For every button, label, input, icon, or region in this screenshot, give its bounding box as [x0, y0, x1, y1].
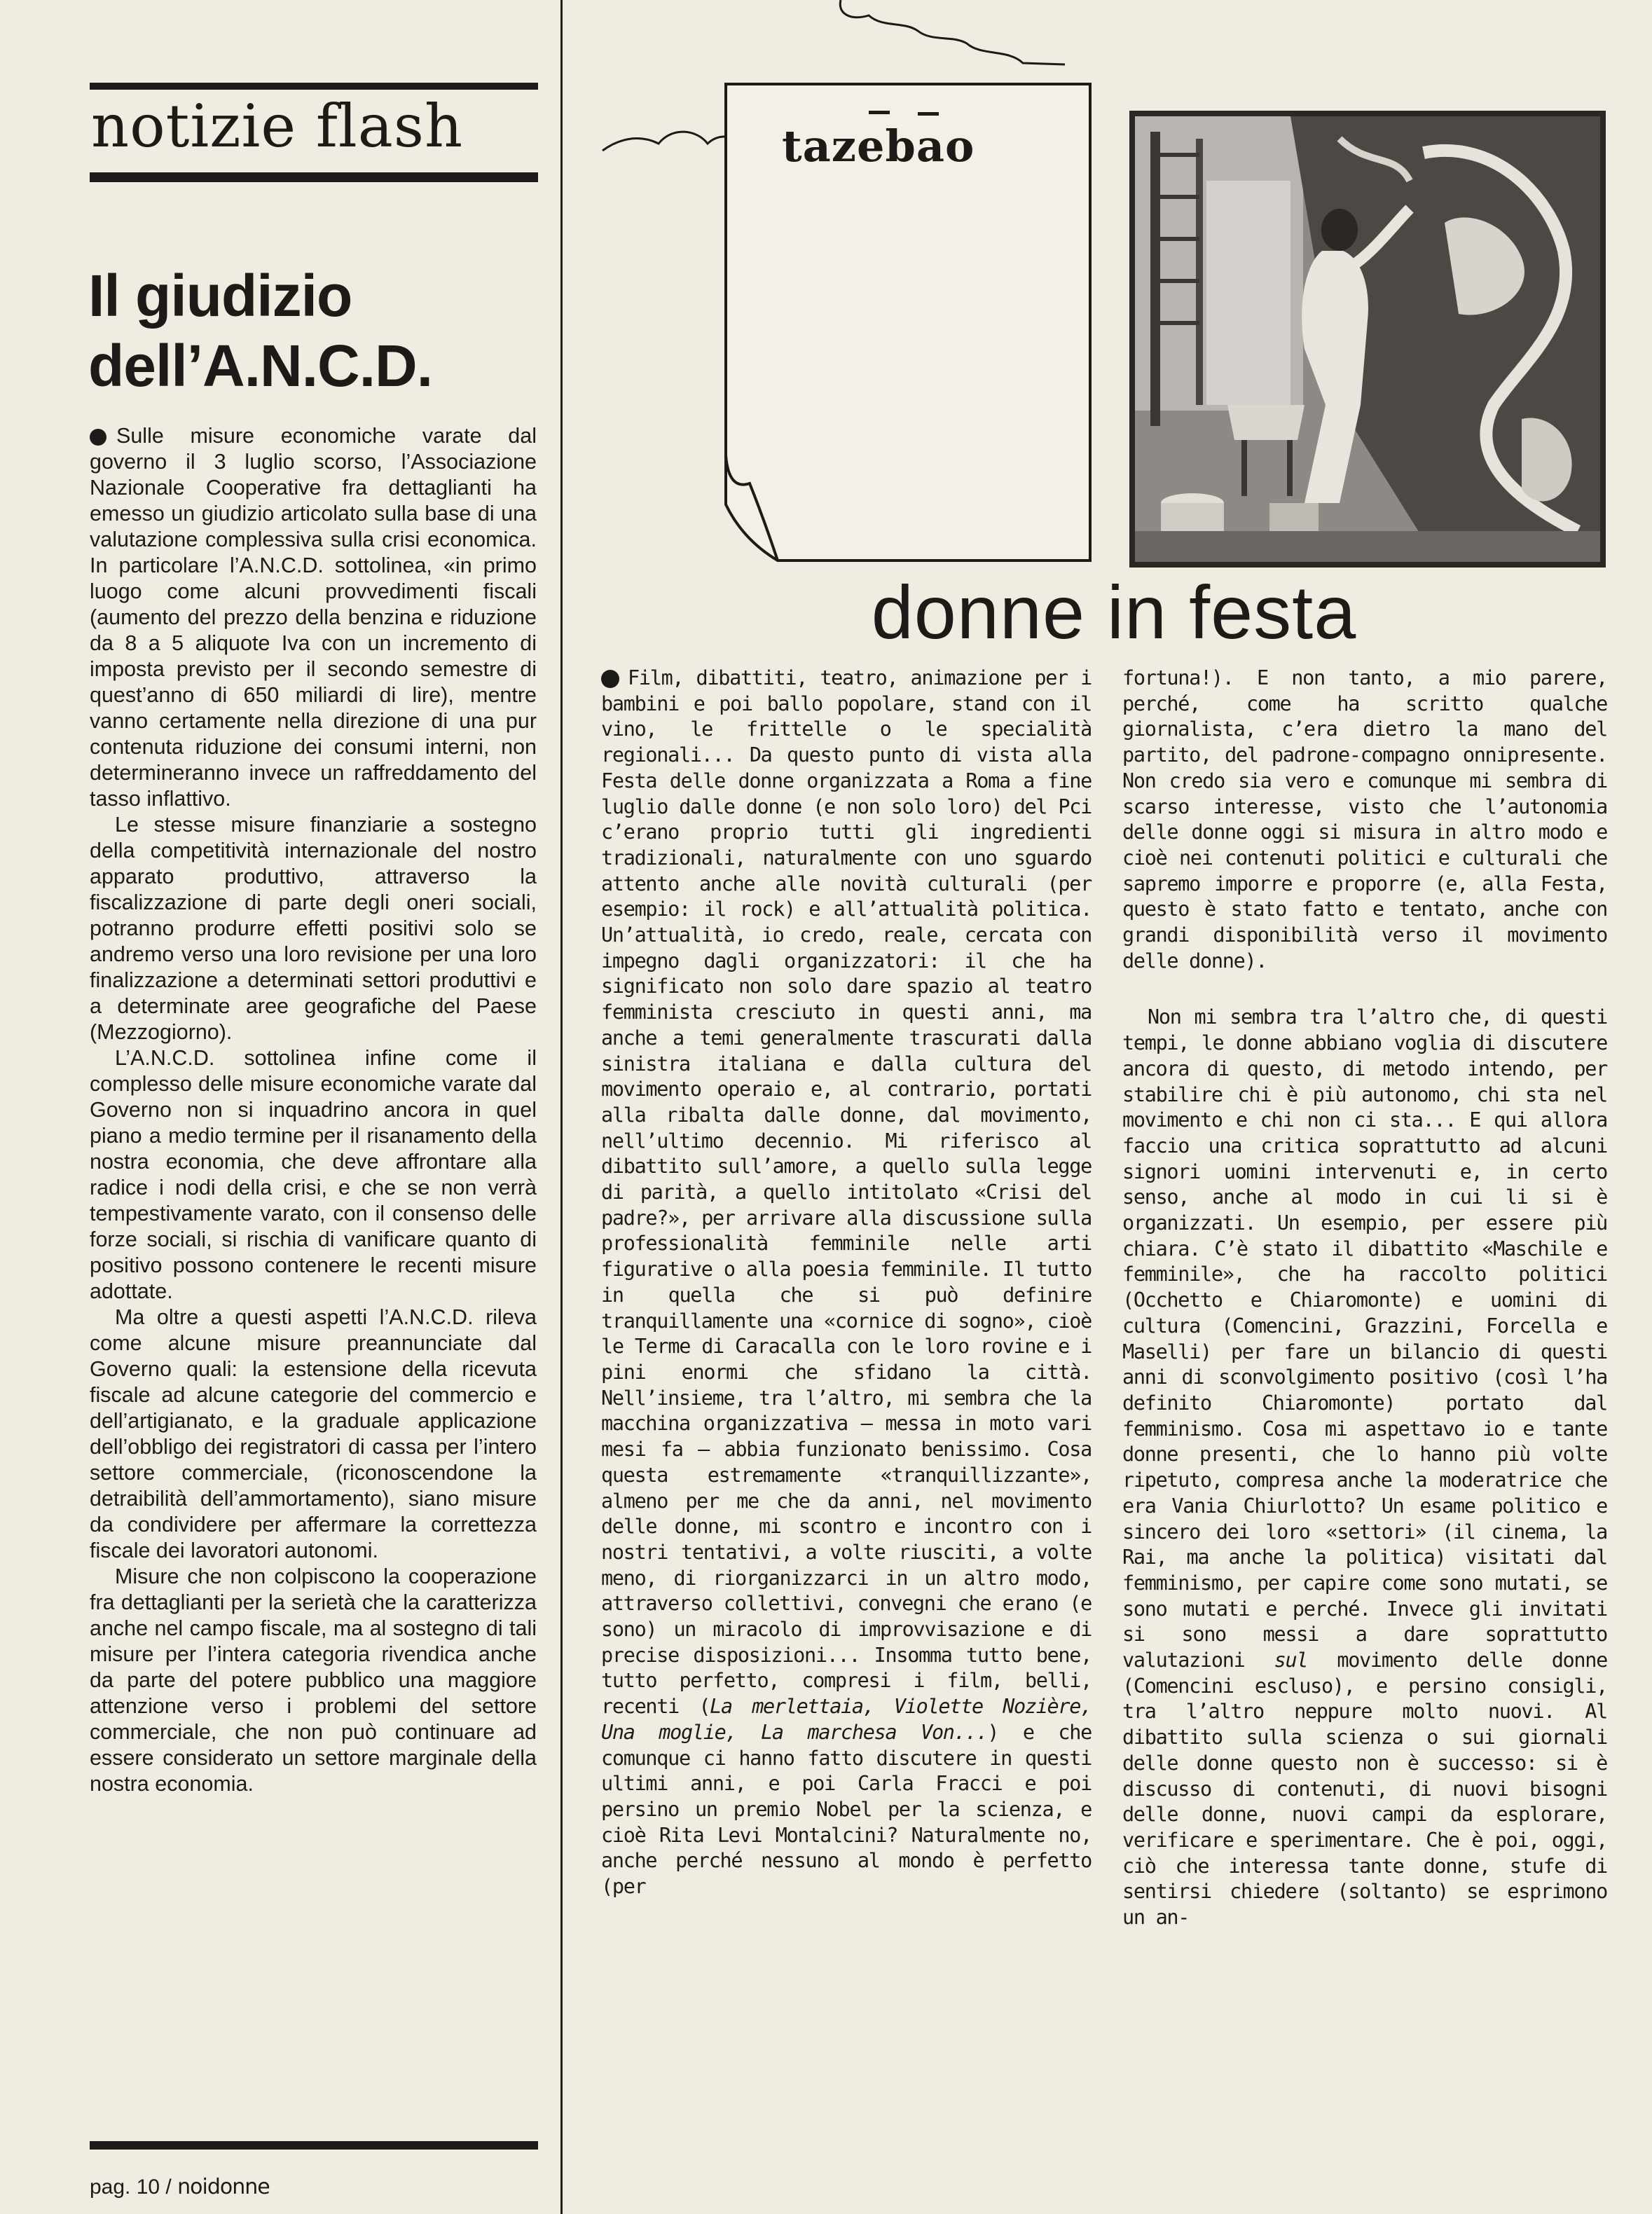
left-paragraph: Le stesse misure finanziarie a sostegno della competitività internazionale del nostro apparato produttivo, attraverso la fiscalizzazione di parte degli oneri sociali, potranno produrre effetti positivi solo se andremo verso una loro revisione per una loro finalizzazione a determinati settori produttivi e a determinate aree geografiche del Paese (Mezzogiorno). [90, 813, 537, 1044]
left-paragraph: L’A.N.C.D. sottolinea infine come il complesso delle misure economiche varate dal Governo non si inquadrino ancora in quel piano a medio termine per il risanamento della nostra economia, che deve affrontare alla radice i nodi della crisi, e che se non verrà tempestivamente varato, con il consenso delle forze sociali, si rischia di vanificare quanto di positivo possono contenere le recenti misure adottate. [90, 1046, 537, 1303]
page-footer [90, 2175, 270, 2199]
bottom-rule [90, 2141, 538, 2150]
article-column-1 [601, 666, 1092, 1900]
section-rule [90, 172, 538, 182]
woman-painting-mural-photo [1129, 111, 1606, 568]
article-column-2 [1122, 666, 1607, 1931]
page-number: pag. 10 / [90, 2175, 172, 2199]
section-title: notizie flash [91, 92, 464, 160]
magazine-name: noidonne [177, 2175, 270, 2199]
top-rule [90, 83, 538, 90]
article-paragraph: Non mi sembra tra l’altro che, di questi tempi, le donne abbiano voglia di discutere ancora di questo, di metodo intendo, per stabilire chi è più autonomo, chi sta nel movimento e chi non ci sta... E qui allora faccio una critica soprattutto ad alcuni signori uomini intervenuti e, in certo senso, anche al modo in cui li si è organizzati. Un esempio, per essere più chiara. C’è stato il dibattito «Maschile e femminile», che ha raccolto politici (Occhetto e Chiaromonte) e uomini di cultura (Comencini, Grazzini, Forcella e Maselli) per fare un bilancio di questi anni di sconvolgimento positivo (così l’ha definito Chiaromonte) portato dal femminismo. Cosa mi aspettavo io e tante donne presenti, che lo hanno più volte ripetuto, compresa anche la moderatrice che era Vania Chiurlotto? Un esame politico e sincero dei loro «settori» (il cinema, la Rai, ma anche la politica) visitati dal femminismo, per capire come sono mutati, se sono mutati e perché. Invece gli invitati si sono messi a dare soprattutto valutazioni sul movimento delle donne (Comencini escluso), e persino consigli, tra l’altro neppure molto nuovi. Al dibattito sulla scienza o sui giornali delle donne questo non è successo: si è discusso di contenuti, di nuovi bisogni delle donne, nuovi campi da esplorare, verificare e sperimentare. Che è poi, oggi, ciò che interessa tante donne, stufe di sentirsi chiedere (soltanto) se esprimono un an- [1122, 1005, 1607, 1930]
article-paragraph: fortuna!). E non tanto, a mio parere, perché, come ha scritto qualche giornalista, c’era dietro la mano del partito, del padrone-compagno onnipresente. Non credo sia vero e comunque mi sembra di scarso interesse, visto che l’autonomia delle donne oggi si misura in altro modo e cioè nei contenuti politici e culturali che sapremo imporre e proporre (e, alla Festa, questo è stato fatto e tentato, anche con grandi disponibilità verso il movimento delle donne). [1122, 666, 1607, 972]
left-paragraph: Sulle misure economiche varate dal governo il 3 luglio scorso, l’Associazione Nazionale Cooperative fra dettaglianti ha emesso un giudizio articolato sulla base di una valutazione complessiva sulla crisi economica. In particolare l’A.N.C.D. sottolinea, «in primo luogo come alcuni provvedimenti fiscali (aumento del prezzo della benzina e riduzione da 8 a 5 aliquote Iva con un incremento di imposta previsto per il secondo semestre di quest’anno di 650 miliardi di lire), mentre vanno certamente nella direzione di una pur contenuta riduzione dei consumi interni, non determineranno invece un raffreddamento del tasso inflattivo. [90, 424, 537, 811]
left-paragraph: Ma oltre a questi aspetti l’A.N.C.D. rileva come alcune misure preannunciate dal Governo quali: la estensione della ricevuta fiscale ad alcune categorie del commercio e dell’artigianato, e la graduale applicazione dell’obbligo dei registratori di cassa per l’intero settore commerciale, (riconoscendone la detraibilità dell’ammortamento), siano misure da condividere per affermare la correttezza fiscale dei lavoratori autonomi. [90, 1305, 537, 1562]
film-titles: La merlettaia, Violette Nozière, Una moglie, La marchesa Von... [601, 1695, 1092, 1744]
italic-word: sul [1274, 1649, 1308, 1672]
article-headline: donne in festa [871, 570, 1357, 654]
left-paragraph: Misure che non colpiscono la cooperazione fra dettaglianti per la serietà che la caratterizza anche nel campo fiscale, ma al sostegno di tali misure per l’intera categoria rivendica anche da parte del potere pubblico una maggiore attenzione verso i problemi del settore commerciale, che non può continuare ad essere considerato un settore marginale della nostra economia. [90, 1565, 537, 1796]
tazebao-sketch [574, 0, 1107, 575]
column-divider [560, 0, 563, 2214]
article-paragraph: Film, dibattiti, teatro, animazione per i bambini e poi ballo popolare, stand con il vino, le frittelle o le specialità regionali... Da questo punto di vista alla Festa delle donne organizzata a Roma a fine luglio dalle donne (e non solo loro) del Pci c’erano proprio tutti gli ingredienti tradizionali, naturalmente con uno sguardo attento anche alle novità culturali (per esempio: il rock) e all’attualità politica. Un’attualità, io credo, reale, cercata con impegno dagli organizzatori: il che ha significato non solo dare spazio al teatro femminista cresciuto in questi anni, ma anche a temi generalmente trascurati dalla sinistra italiana e dalla cultura del movimento operaio e, al contrario, portati alla ribalta dalle donne, dal movimento, nell’ultimo decennio. Mi riferisco al dibattito sull’amore, a quello sulla legge di parità, a quello intitolato «Crisi del padre?», per arrivare alla discussione sulla professionalità femminile nelle arti figurative o alla poesia femminile. Il tutto in quella che si può definire tranquillamente una «cornice di sogno», cioè le Terme di Caracalla con le loro rovine e i pini enormi che sfidano la città. Nell’insieme, tra l’altro, mi sembra che la macchina organizzativa — messa in moto vari mesi fa — abbia funzionato benissimo. Cosa questa estremamente «tranquillizzante», almeno per me che da anni, nel movimento delle donne, mi scontro e incontro con i nostri tentativi, a volte riusciti, a volte meno, di riorganizzarci in un altro modo, attraverso collettivi, convegni che erano (e sono) un miracolo di improvvisazione e di precise disposizioni... Insomma tutto bene, tutto perfetto, compresi i film, belli, recenti (La merlettaia, Violette Nozière, Una moglie, La marchesa Von...) e che comunque ci hanno fatto discutere in questi ultimi anni, e poi Carla Fracci e poi persino un premio Nobel per la scienza, e cioè Rita Levi Montalcini? Naturalmente no, anche perché nessuno al mondo è perfetto (per [601, 666, 1092, 1899]
left-headline-line2: dell’A.N.C.D. [88, 333, 433, 399]
bullet-icon [601, 670, 619, 688]
left-headline-line1: Il giudizio [88, 263, 352, 329]
left-headline [88, 261, 537, 401]
tazebao-title: tazebao [782, 121, 975, 172]
bullet-icon [90, 429, 106, 446]
left-article-body [90, 423, 537, 1797]
